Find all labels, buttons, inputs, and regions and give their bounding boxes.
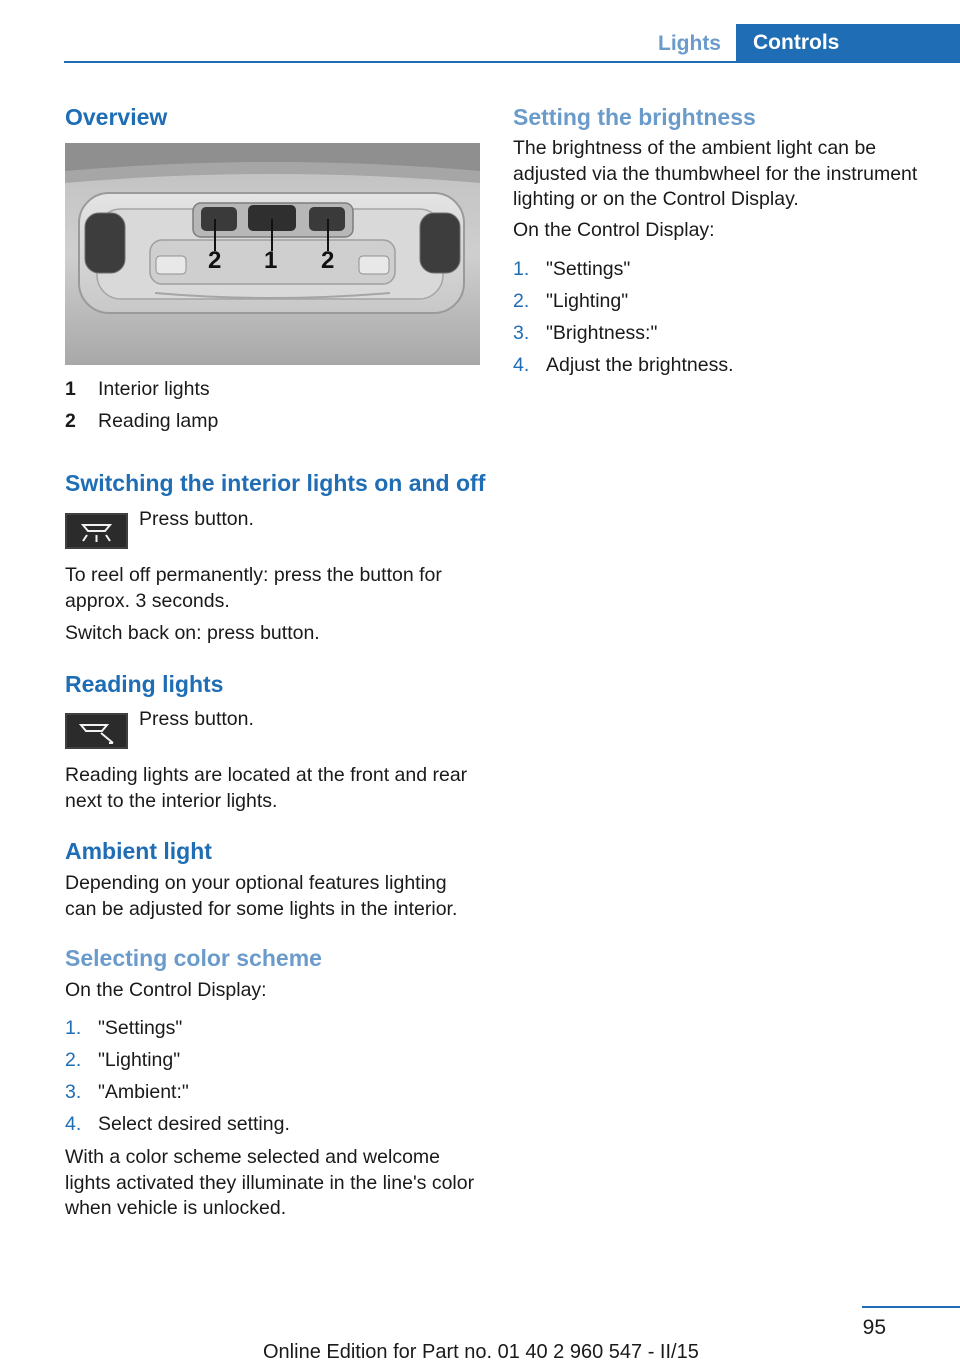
interior-switch-back-text: Switch back on: press button. [65, 622, 320, 644]
brightness-heading: Setting the brightness [513, 104, 756, 130]
interior-lights-heading: Switching the interior lights on and off [65, 470, 486, 496]
interior-light-button-icon [65, 513, 128, 549]
brightness-text: The brightness of the ambient light can be adjusted via the thumbwheel for the instrument lighting or on the Control Display. [513, 137, 918, 210]
header-rule [64, 61, 960, 63]
color-scheme-outro: With a color scheme selected and welcome lights activated they illuminate in the line's color when vehicle is unlocked. [65, 1146, 475, 1219]
legend-text: Interior lights [98, 378, 210, 400]
step-text: "Ambient:" [98, 1081, 189, 1103]
photo-callout-label: 2 [321, 247, 335, 274]
reading-press-text: Press button. [139, 708, 254, 730]
reading-location-text: Reading lights are located at the front and rear next to the interior lights. [65, 764, 468, 812]
legend-text: Reading lamp [98, 410, 219, 432]
legend-number: 2 [65, 410, 76, 432]
color-scheme-intro: On the Control Display: [65, 979, 267, 1001]
photo-callout-label: 2 [208, 247, 222, 274]
step-text: Adjust the brightness. [546, 354, 734, 376]
overview-heading: Overview [65, 104, 168, 130]
footer-rule [862, 1306, 960, 1308]
color-scheme-heading: Selecting color scheme [65, 945, 322, 971]
step-number: 4. [65, 1113, 82, 1135]
step-number: 4. [513, 354, 530, 376]
overhead-console-photo [65, 143, 480, 365]
ambient-light-text: Depending on your optional features lighting can be adjusted for some lights in the interior. [65, 872, 458, 920]
step-text: "Settings" [98, 1017, 183, 1039]
step-number: 1. [65, 1017, 82, 1039]
brightness-intro: On the Control Display: [513, 219, 715, 241]
step-text: "Brightness:" [546, 322, 658, 344]
edition-note: Online Edition for Part no. 01 40 2 960 547 - II/15 [263, 1341, 699, 1363]
step-text: "Lighting" [98, 1049, 181, 1071]
header-section-tab: Lights [658, 32, 721, 55]
photo-callout-label: 1 [264, 247, 278, 274]
step-number: 2. [65, 1049, 82, 1071]
ambient-light-heading: Ambient light [65, 838, 212, 864]
header-chapter-tab: Controls [736, 24, 960, 62]
legend-number: 1 [65, 378, 76, 400]
step-number: 2. [513, 290, 530, 312]
interior-press-text: Press button. [139, 508, 254, 530]
step-text: "Settings" [546, 258, 631, 280]
step-number: 3. [513, 322, 530, 344]
interior-reel-off-text: To reel off permanently: press the button for approx. 3 seconds. [65, 564, 442, 612]
page-number: 95 [862, 1316, 886, 1339]
reading-lights-heading: Reading lights [65, 671, 224, 697]
step-text: Select desired setting. [98, 1113, 290, 1135]
step-number: 1. [513, 258, 530, 280]
step-number: 3. [65, 1081, 82, 1103]
reading-light-button-icon [65, 713, 128, 749]
step-text: "Lighting" [546, 290, 629, 312]
